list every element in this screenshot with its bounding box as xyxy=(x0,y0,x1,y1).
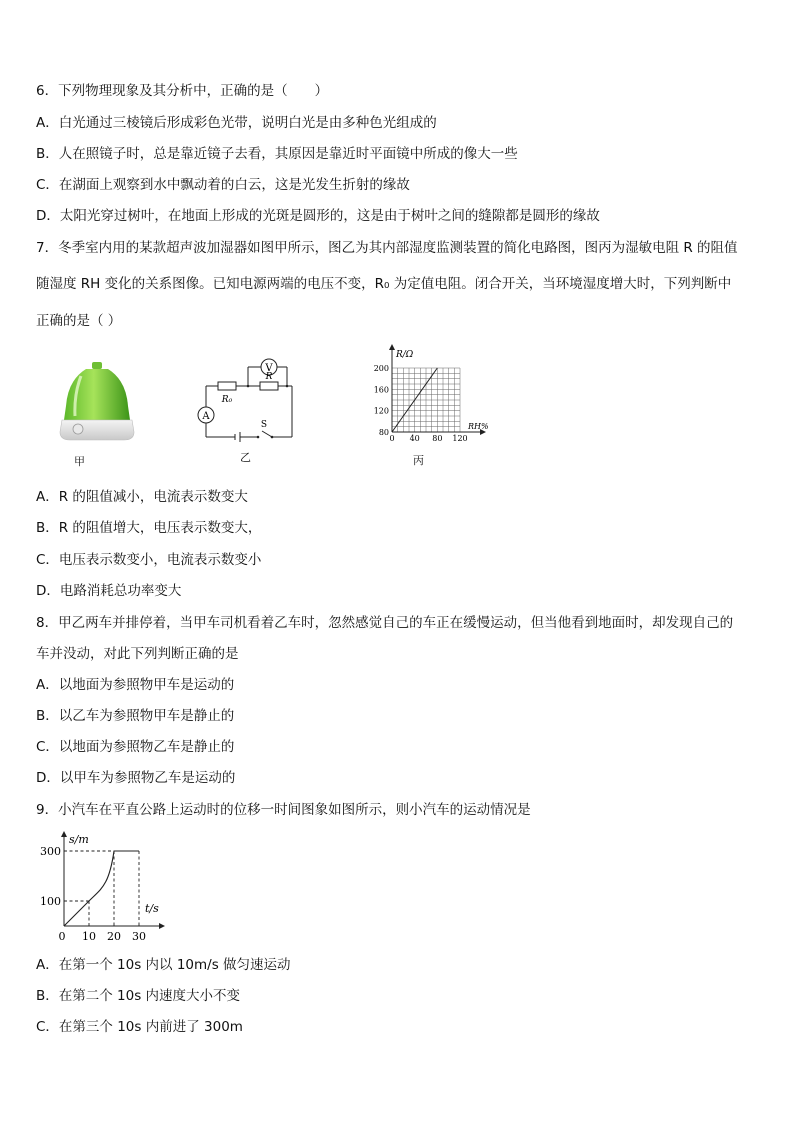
chart2-x-tick: 20 xyxy=(107,930,121,943)
q6-stem: 6．下列物理现象及其分析中，正确的是（ ） xyxy=(36,83,329,99)
chart2-x-label: t/s xyxy=(145,902,159,915)
humidifier-knob xyxy=(73,424,83,434)
chart1-y-tick: 200 xyxy=(373,364,389,373)
chart1-y-ticks xyxy=(374,364,389,437)
figure-yi-label: 乙 xyxy=(240,451,251,464)
q7-stem-line1: 7．冬季室内用的某款超声波加湿器如图甲所示，图乙为其内部湿度监测装置的简化电路图，图丙为湿敏电阻 R 的阻值 xyxy=(36,240,738,256)
q7-option-d: D．电路消耗总功率变大 xyxy=(36,583,182,599)
chart2-y-label: s/m xyxy=(69,833,89,846)
humidifier-nozzle xyxy=(92,362,102,369)
chart1-x-tick: 0 xyxy=(389,434,395,443)
q9-option-b: B．在第二个 10s 内速度大小不变 xyxy=(36,988,241,1004)
humidifier-base xyxy=(60,420,134,440)
figure-bing-label: 丙 xyxy=(413,454,424,467)
chart2-x-arrow xyxy=(159,923,165,929)
q6-option-b: B．人在照镜子时，总是靠近镜子去看，其原因是靠近时平面镜中所成的像大一些 xyxy=(36,146,518,162)
chart2-x-ticks xyxy=(59,930,147,943)
chart2-y-arrow xyxy=(61,831,67,837)
resistor-r0 xyxy=(218,382,236,390)
q7-option-a: A．R 的阻值减小，电流表示数变大 xyxy=(36,489,248,505)
resistor-r xyxy=(260,382,278,390)
q6-option-d: D．太阳光穿过树叶，在地面上形成的光斑是圆形的，这是由于树叶之间的缝隙都是圆形的缘故 xyxy=(36,208,600,224)
voltmeter-symbol: V xyxy=(265,363,273,374)
q9-stem: 9．小汽车在平直公路上运动时的位移一时间图象如图所示，则小汽车的运动情况是 xyxy=(36,802,531,818)
q8-option-d: D．以甲车为参照物乙车是运动的 xyxy=(36,770,236,786)
q8-option-b: B．以乙车为参照物甲车是静止的 xyxy=(36,708,235,724)
switch-label: S xyxy=(260,420,268,430)
chart2-series-curve xyxy=(64,851,139,926)
q7-option-c: C．电压表示数变小，电流表示数变小 xyxy=(36,552,262,568)
chart1-axes xyxy=(392,348,482,432)
q8-option-c: C．以地面为参照物乙车是静止的 xyxy=(36,739,235,755)
chart1-y-tick: 160 xyxy=(373,385,389,395)
chart1-x-ticks xyxy=(389,434,467,443)
chart2-y-ticks xyxy=(40,845,61,908)
q7-stem-line2: 随湿度 RH 变化的关系图像。已知电源两端的电压不变，R₀ 为定值电阻。闭合开关，当环境湿度增大时，下列判断中 xyxy=(36,276,732,292)
chart2-x-tick: 10 xyxy=(82,930,96,943)
q7-option-b: B．R 的阻值增大，电压表示数变大， xyxy=(36,520,262,536)
chart1-x-tick: 40 xyxy=(409,434,420,443)
q9-option-a: A．在第一个 10s 内以 10m/s 做匀速运动 xyxy=(36,957,291,973)
chart2-x-tick: 30 xyxy=(132,930,146,943)
q8-option-a: A．以地面为参照物甲车是运动的 xyxy=(36,677,235,693)
figure-jia-label: 甲 xyxy=(74,455,85,468)
chart1-y-arrow xyxy=(389,344,395,350)
q6-option-c: C．在湖面上观察到水中飘动着的白云，这是光发生折射的缘故 xyxy=(36,177,410,193)
displacement-time-chart xyxy=(36,826,166,946)
humidifier-figure xyxy=(50,360,150,442)
q9-option-c: C．在第三个 10s 内前进了 300m xyxy=(36,1019,243,1035)
r-label: R xyxy=(265,372,273,382)
chart1-grid xyxy=(392,368,460,432)
chart1-x-tick: 80 xyxy=(432,434,443,443)
chart2-y-tick: 300 xyxy=(40,845,61,858)
resistance-humidity-chart xyxy=(360,342,500,450)
chart1-y-tick: 120 xyxy=(373,406,389,416)
q6-option-a: A．白光通过三棱镜后形成彩色光带，说明白光是由多种色光组成的 xyxy=(36,115,437,131)
circuit-diagram xyxy=(190,352,300,447)
chart1-x-tick: 120 xyxy=(452,434,468,443)
chart2-y-tick: 100 xyxy=(40,895,61,908)
q8-stem-line1: 8．甲乙两车并排停着，当甲车司机看着乙车时，忽然感觉自己的车正在缓慢运动，但当他看到地面时，却发现自己的 xyxy=(36,615,734,631)
chart1-x-label: RH% xyxy=(468,422,489,431)
chart2-x-tick: 0 xyxy=(58,930,66,943)
q8-stem-line2: 车并没动，对此下列判断正确的是 xyxy=(36,646,239,662)
q7-stem-line3: 正确的是（ ） xyxy=(36,313,122,329)
r0-label: R₀ xyxy=(221,395,233,405)
chart1-y-label: R/Ω xyxy=(396,350,414,360)
ammeter-symbol: A xyxy=(202,411,210,422)
chart1-y-tick: 80 xyxy=(378,428,389,437)
